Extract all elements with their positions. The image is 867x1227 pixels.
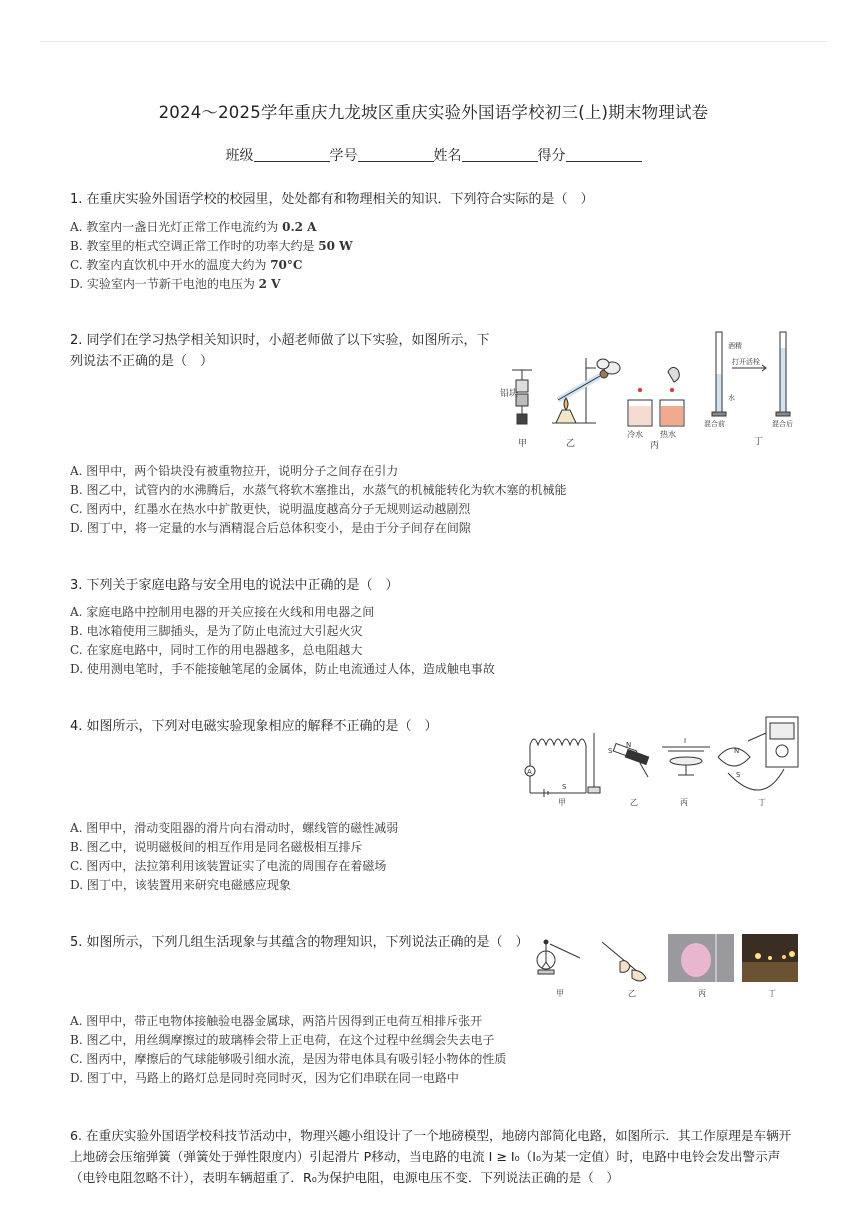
label-jia: 甲 — [556, 989, 564, 998]
label-s: S — [608, 747, 613, 755]
label-open: 打开活栓 — [732, 358, 760, 366]
option-text: C. 教室内直饮机中开水的温度大约为 — [70, 258, 271, 272]
question-4-option-b[interactable]: B. 图乙中，说明磁极间的相互作用是同名磁极相互排斥 — [70, 840, 363, 854]
question-2-text — [70, 330, 490, 372]
score-label: 得分 — [537, 148, 566, 164]
question-4-text: 4. 如图所示，下列对电磁实验现象相应的解释不正确的是（ ） — [70, 719, 438, 734]
question-2-line-2: 列说法不正确的是（ ） — [70, 354, 214, 369]
label-yi: 乙 — [630, 798, 638, 807]
question-6-text — [70, 1125, 810, 1188]
option-value: 50 W — [318, 239, 353, 253]
question-1-option-b[interactable] — [70, 238, 353, 254]
option-value: 0.2 A — [282, 220, 317, 234]
figure-ding-tubes — [712, 332, 790, 416]
label-ammeter: A — [527, 768, 532, 776]
question-4-option-a[interactable]: A. 图甲中，滑动变阻器的滑片向右滑动时，螺线管的磁性减弱 — [70, 821, 399, 835]
figure-yi-test-tube — [552, 358, 620, 423]
figure-ding-generator — [718, 717, 798, 790]
label-switch: S — [562, 783, 567, 791]
question-4-figure — [522, 713, 806, 809]
label-ding: 丁 — [754, 437, 764, 447]
number-label: 学号 — [329, 148, 358, 164]
option-text: B. 教室里的柜式空调正常工作时的功率大约是 — [70, 239, 319, 253]
label-after: 混合后 — [772, 420, 793, 428]
label-ding: 丁 — [758, 798, 766, 807]
question-4-option-c[interactable]: C. 图丙中，法拉第利用该装置证实了电流的周围存在着磁场 — [70, 859, 387, 873]
option-text: D. 实验室内一节新干电池的电压为 — [70, 277, 259, 291]
figure-ding-street-photo — [742, 934, 798, 982]
label-jia: 甲 — [558, 798, 566, 807]
question-5-option-b[interactable]: B. 图乙中，用丝绸摩擦过的玻璃棒会带上正电荷，在这个过程中丝绸会失去电子 — [70, 1033, 495, 1047]
label-bing: 丙 — [650, 441, 660, 450]
name-blank[interactable] — [462, 147, 538, 162]
question-2-figure — [496, 328, 806, 450]
label-hot: 热水 — [660, 430, 676, 439]
question-3-option-a[interactable]: A. 家庭电路中控制用电器的开关应接在火线和用电器之间 — [70, 605, 375, 619]
label-bing: 丙 — [680, 798, 688, 807]
label-bing: 丙 — [698, 989, 706, 998]
label-yi: 乙 — [628, 989, 636, 998]
question-2-option-d[interactable]: D. 图丁中，将一定量的水与酒精混合后总体积变小，是由于分子间存在间隙 — [70, 521, 471, 535]
question-3-option-b[interactable]: B. 电冰箱使用三脚插头，是为了防止电流过大引起火灾 — [70, 624, 363, 638]
label-n: N — [626, 741, 632, 749]
name-label: 姓名 — [433, 148, 462, 164]
question-5-text: 5. 如图所示，下列几组生活现象与其蕴含的物理知识，下列说法正确的是（ ） — [70, 935, 529, 950]
question-6-line-3: （电铃电阻忽略不计），表明车辆超重了．R₀为保护电阻，电源电压不变．下列说法正确的是（ ） — [70, 1170, 620, 1185]
figure-bing-balloon-photo — [668, 934, 734, 982]
label-ding: 丁 — [768, 989, 776, 998]
figure-bing-compass — [662, 747, 710, 775]
option-value: 70°C — [270, 258, 303, 272]
question-2-option-b[interactable]: B. 图乙中，试管内的水沸腾后，水蒸气将软木塞推出，水蒸气的机械能转化为软木塞的机械能 — [70, 483, 567, 497]
label-n: N — [734, 747, 740, 755]
top-rule — [40, 41, 827, 42]
question-1-text: 1. 在重庆实验外国语学校的校园里，处处都有和物理相关的知识．下列符合实际的是（ ） — [70, 192, 594, 207]
question-4-option-d[interactable]: D. 图丁中，该装置用来研究电磁感应现象 — [70, 878, 291, 892]
question-3-text: 3. 下列关于家庭电路与安全用电的说法中正确的是（ ） — [70, 578, 399, 593]
question-6-line-1: 6. 在重庆实验外国语学校科技节活动中，物理兴趣小组设计了一个地磅模型，地磅内部简化电路，如图所示．其工作原理是车辆开 — [70, 1128, 792, 1143]
question-3-option-c[interactable]: C. 在家庭电路中，同时工作的用电器越多，总电阻越大 — [70, 643, 363, 657]
figure-bing-beakers — [628, 367, 684, 426]
question-2-option-a[interactable]: A. 图甲中，两个铅块没有被重物拉开，说明分子之间存在引力 — [70, 464, 399, 478]
number-blank[interactable] — [358, 147, 434, 162]
label-weight: 铅块 — [500, 389, 519, 399]
label-alcohol: 酒精 — [728, 342, 742, 350]
class-blank[interactable] — [254, 147, 330, 162]
label-cold: 冷水 — [627, 430, 643, 439]
question-2-option-c[interactable]: C. 图丙中，红墨水在热水中扩散更快，说明温度越高分子无规则运动越剧烈 — [70, 502, 471, 516]
question-3-option-d[interactable]: D. 使用测电笔时，手不能接触笔尾的金属体，防止电流通过人体，造成触电事故 — [70, 662, 495, 676]
question-1-option-d[interactable] — [70, 276, 280, 292]
label-s: S — [736, 771, 741, 779]
label-i: I — [684, 737, 687, 745]
page-title: 2024～2025学年重庆九龙坡区重庆实验外国语学校初三(上)期末物理试卷 — [158, 103, 709, 122]
figure-jia-electroscope — [537, 940, 580, 974]
question-5-option-a[interactable]: A. 图甲中，带正电物体接触验电器金属球，两箔片因得到正电荷互相排斥张开 — [70, 1014, 483, 1028]
question-6-line-2: 上地磅会压缩弹簧（弹簧处于弹性限度内）引起滑片 P移动，当电路的电流 I ≥ I₀（I₀为某一定值）时，电路中电铃会发出警示声 — [70, 1149, 781, 1164]
question-5-option-c[interactable]: C. 图丙中，摩擦后的气球能够吸引细水流，是因为带电体具有吸引轻小物体的性质 — [70, 1052, 507, 1066]
label-yi: 乙 — [566, 439, 576, 449]
label-jia: 甲 — [518, 439, 528, 449]
class-label: 班级 — [225, 148, 254, 164]
student-info-line — [0, 145, 867, 165]
figure-yi-glass-rod — [602, 942, 646, 981]
label-before: 混合前 — [704, 420, 725, 428]
option-text: A. 教室内一盏日光灯正常工作电流约为 — [70, 220, 283, 234]
question-5-option-d[interactable]: D. 图丁中，马路上的路灯总是同时亮同时灭，因为它们串联在同一电路中 — [70, 1071, 459, 1085]
option-value: 2 V — [258, 277, 281, 291]
question-1-option-c[interactable] — [70, 257, 302, 273]
question-2-line-1: 2. 同学们在学习热学相关知识时，小超老师做了以下实验，如图所示，下 — [70, 333, 490, 348]
score-blank[interactable] — [566, 147, 642, 162]
question-5-figure — [528, 932, 800, 1000]
question-1-option-a[interactable] — [70, 219, 317, 235]
label-water: 水 — [728, 394, 735, 402]
